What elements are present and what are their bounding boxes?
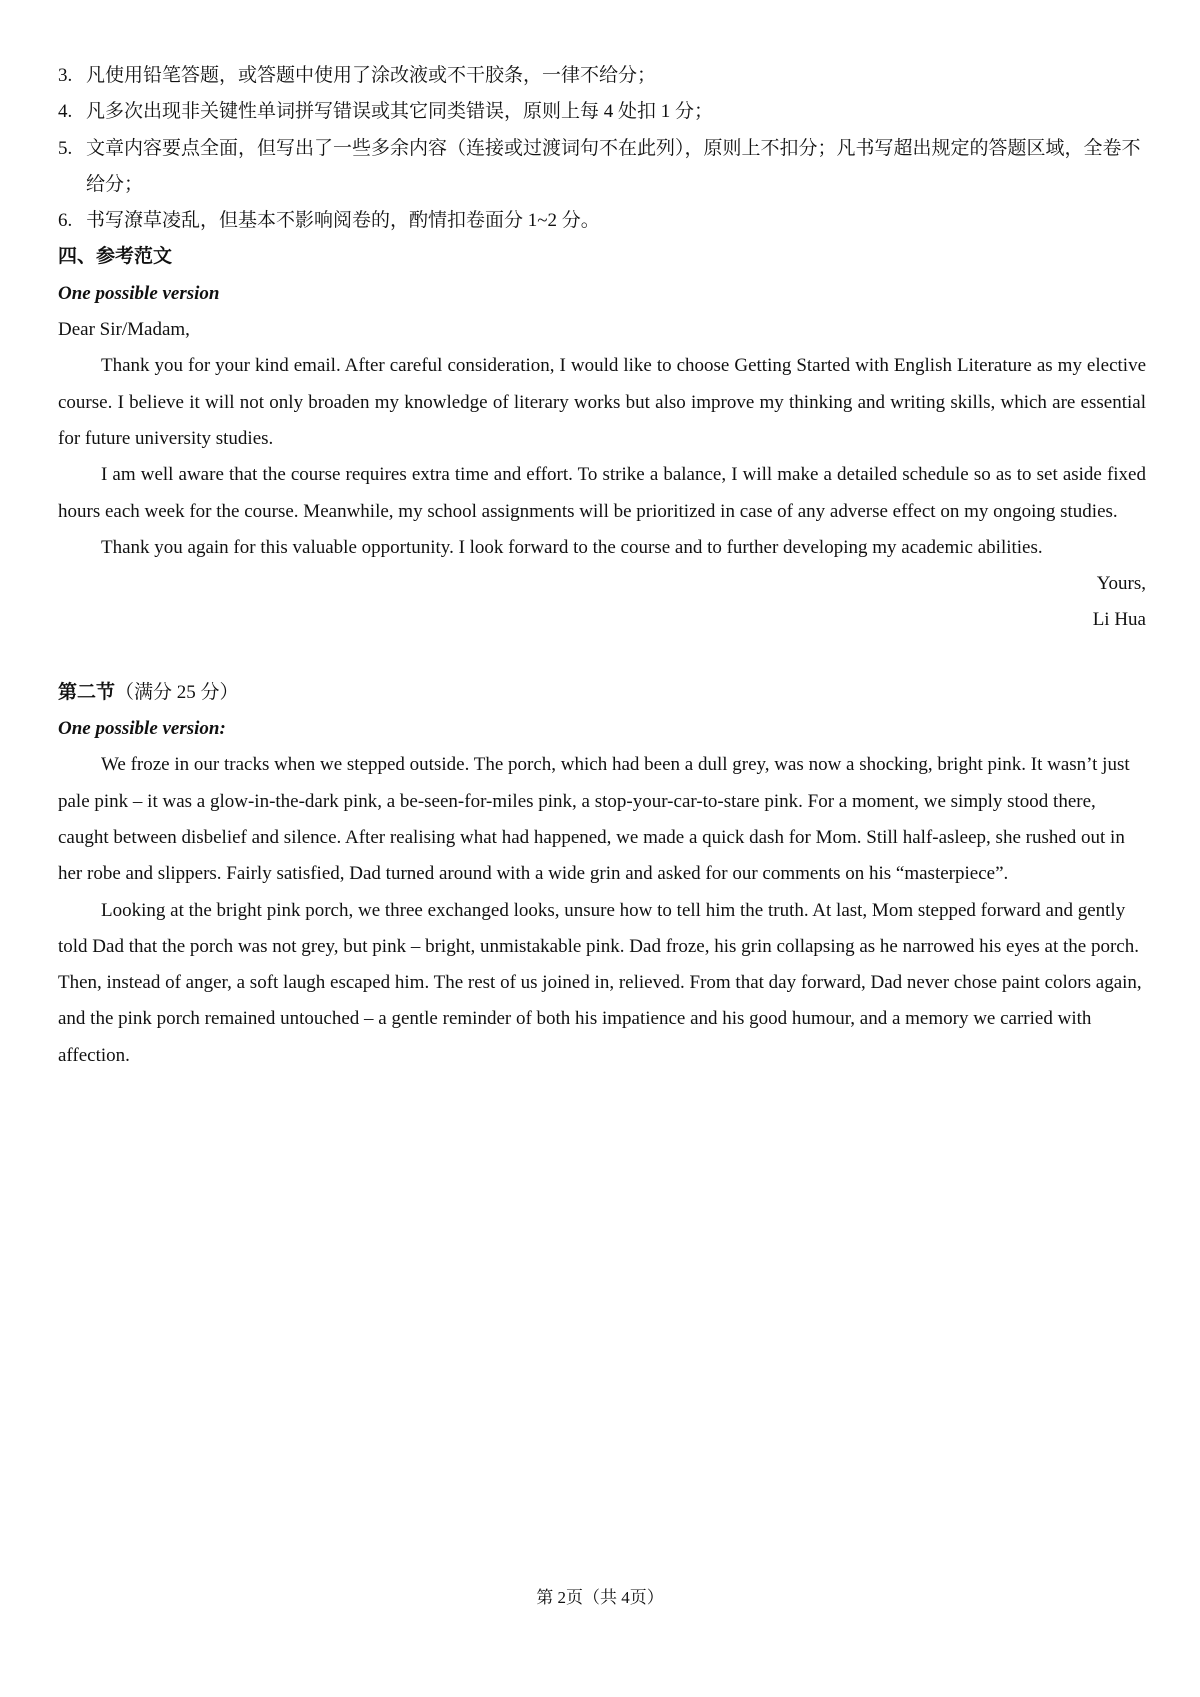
rule-item [58,58,1146,94]
document-page [58,58,1146,1074]
rule-number: 6. [58,210,73,232]
letter-closing: Yours, [1096,573,1146,595]
letter-paragraph: Thank you for your kind email. After careful consideration, I would like to choose Getting Started with English Literature as my elective course. I believe it will not only broaden my knowledge of literary works but also improve my thinking and writing skills, which are essential for future university studies. [58,355,1146,449]
section-heading: 四、参考范文 [58,246,173,268]
section-title-bold: 第二节 [58,681,116,703]
section-title-score: （满分 25 分） [115,681,239,703]
section-spacer [58,639,1146,675]
rule-item [58,94,1146,130]
section-title [58,675,1146,711]
rule-item [58,131,1146,204]
rule-item [58,203,1146,239]
letter-greeting: Dear Sir/Madam, [58,319,190,341]
rule-text: 书写潦草凌乱，但基本不影响阅卷的，酌情扣卷面分 1~2 分。 [86,210,600,232]
rule-list [58,58,1146,239]
version-label: One possible version [58,282,220,304]
page-footer: 第 2页（共 4页） [536,1588,664,1607]
rule-text: 凡使用铅笔答题，或答题中使用了涂改液或不干胶条，一律不给分； [86,65,657,86]
rule-text: 凡多次出现非关键性单词拼写错误或其它同类错误，原则上每 4 处扣 1 分； [86,101,714,123]
version-label: One possible version: [58,718,226,740]
rule-text: 文章内容要点全面，但写出了一些多余内容（连接或过渡词句不在此列），原则上不扣分；凡书写超出规定的答题区域，全卷不给分； [86,137,1141,195]
rule-number: 5. [58,137,73,159]
rule-number: 4. [58,101,73,123]
rule-number: 3. [58,65,73,86]
story-paragraph: Looking at the bright pink porch, we three exchanged looks, unsure how to tell him the truth. At last, Mom stepped forward and gently told Dad that the porch was not grey, but pink – bright, unmistakable pink. Dad froze, his grin collapsing as he narrowed his eyes at the porch. Then, instead of anger, a soft laugh escaped him. The rest of us joined in, relieved. From that day forward, Dad never chose paint colors again, and the pink porch remained untouched – a gentle reminder of both his impatience and his good humour, and a memory we carried with affection. [58,899,1142,1066]
letter-paragraph: Thank you again for this valuable opportunity. I look forward to the course and to further developing my academic abilities. [101,536,1043,558]
story-paragraph: We froze in our tracks when we stepped outside. The porch, which had been a dull grey, was now a shocking, bright pink. It wasn’t just pale pink – it was a glow-in-the-dark pink, a be-seen-for-miles pink, a stop-your-car-to-stare pink. For a moment, we simply stood there, caught between disbelief and silence. After realising what had happened, we made a quick dash for Mom. Still half-asleep, she rushed out in her robe and slippers. Fairly satisfied, Dad turned around with a wide grin and asked for our comments on his “masterpiece”. [58,754,1130,885]
letter-paragraph: I am well aware that the course requires extra time and effort. To strike a balance, I will make a detailed schedule so as to set aside fixed hours each week for the course. Meanwhile, my school assignments will be prioritized in case of any adverse effect on my ongoing studies. [58,464,1146,522]
letter-signature: Li Hua [1092,609,1146,631]
